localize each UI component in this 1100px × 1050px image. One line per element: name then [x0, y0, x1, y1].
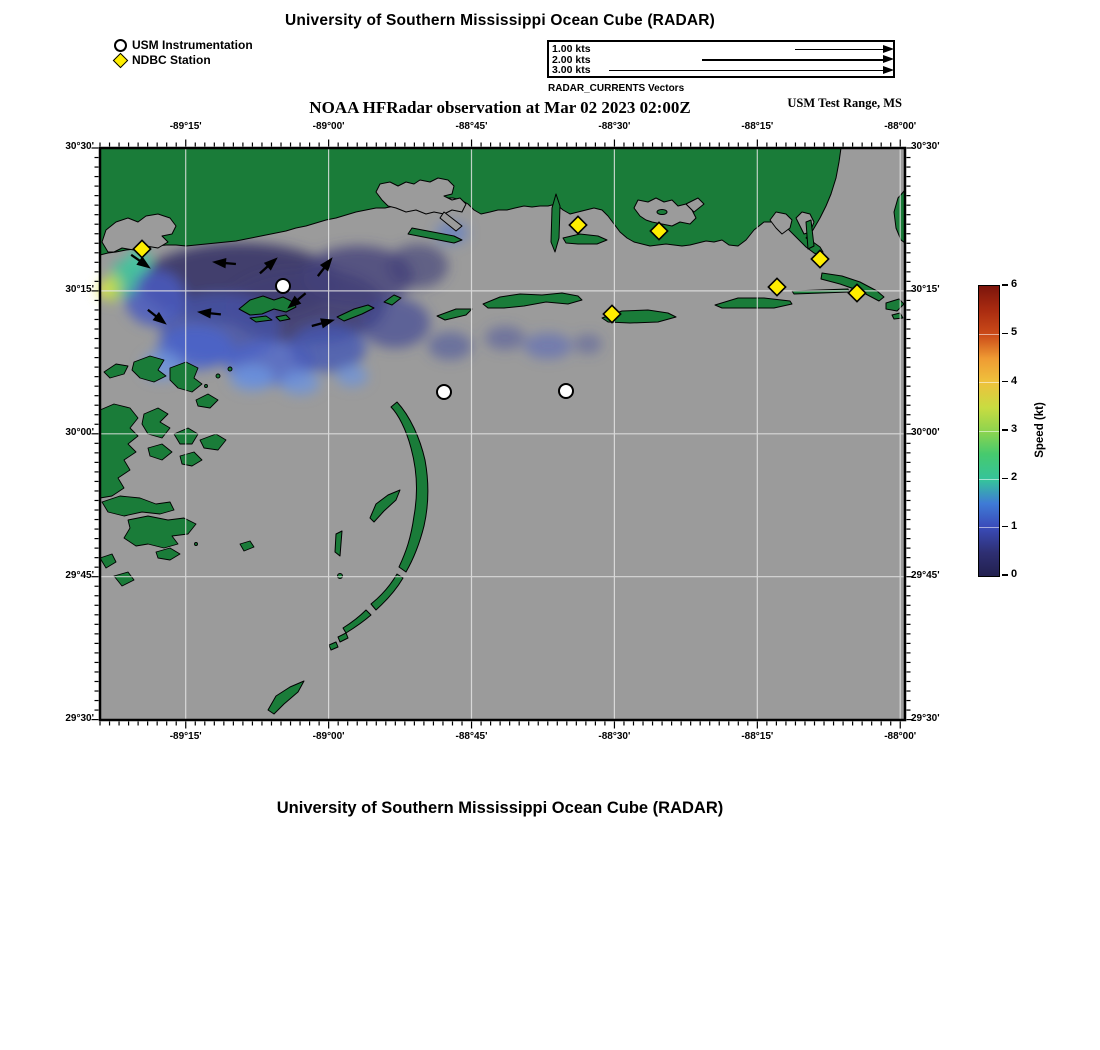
page-title: University of Southern Mississippi Ocean Cube (RADAR) — [284, 12, 716, 29]
colorbar-tick — [1002, 284, 1008, 286]
y-axis-tick-label: 30°00' — [65, 426, 94, 438]
colorbar-grid-line — [979, 527, 999, 528]
usm-station-marker[interactable] — [276, 279, 290, 293]
y-axis-tick-label: 29°30' — [911, 712, 940, 724]
map-legend — [112, 37, 253, 67]
y-axis-tick-label: 30°15' — [65, 283, 94, 295]
colorbar-tick-label: 3 — [1011, 423, 1018, 435]
legend-label: USM Instrumentation — [132, 37, 253, 52]
colorbar-tick-label: 6 — [1011, 278, 1018, 290]
colorbar-title: Speed (kt) — [1034, 402, 1046, 458]
x-axis-tick-label: -89°15' — [169, 121, 202, 132]
colorbar-tick — [1002, 381, 1008, 383]
marsh-dot — [216, 374, 220, 378]
y-axis-tick-label: 30°15' — [911, 283, 940, 295]
scale-arrow-2kt — [702, 59, 883, 61]
speed-cell — [524, 333, 572, 359]
x-axis-tick-label: -88°00' — [884, 121, 917, 132]
speed-cell — [360, 298, 430, 348]
colorbar-tick-label: 2 — [1011, 471, 1018, 484]
colorbar-tick — [1002, 429, 1008, 431]
scale-arrow-3kt — [609, 70, 883, 72]
speed-cell — [574, 334, 602, 354]
y-axis-tick-label: 30°00' — [911, 426, 940, 438]
marsh-dot — [228, 367, 232, 371]
vector-scale-box — [547, 40, 895, 78]
x-axis-tick-label: -88°45' — [455, 731, 488, 742]
legend-label: NDBC Station — [132, 52, 211, 67]
x-axis-tick-label: -89°00' — [312, 121, 345, 132]
scale-row-label: 2.00 kts — [552, 53, 591, 66]
colorbar-grid-line — [979, 334, 999, 335]
x-axis-tick-label: -88°45' — [455, 121, 488, 132]
scale-row-label: 1.00 kts — [552, 43, 591, 55]
colorbar-tick — [1002, 478, 1008, 480]
y-axis-tick-label: 29°45' — [911, 569, 940, 581]
colorbar-grid-line — [979, 382, 999, 383]
map-canvas[interactable] — [100, 148, 905, 720]
x-axis-tick-label: -89°00' — [312, 731, 345, 742]
x-axis-tick-label: -88°15' — [741, 731, 774, 742]
x-axis-tick-label: -88°30' — [598, 121, 631, 132]
colorbar — [978, 285, 1000, 577]
y-axis-tick-label: 30°30' — [911, 141, 940, 152]
page-title-bottom: University of Southern Mississippi Ocean Cube (RADAR) — [276, 799, 724, 817]
legend-item-ndbc — [112, 52, 253, 67]
speed-cell — [336, 365, 368, 387]
speed-cell — [230, 365, 274, 391]
colorbar-grid-line — [979, 479, 999, 480]
speed-cell — [388, 244, 448, 288]
vector-scale-caption: RADAR_CURRENTS Vectors — [548, 83, 685, 94]
marsh-dot — [195, 543, 198, 546]
speed-cell — [428, 332, 472, 360]
arrowhead-icon — [883, 66, 894, 74]
colorbar-tick — [1002, 574, 1008, 576]
colorbar-tick-label: 4 — [1011, 374, 1018, 387]
speed-cell — [280, 371, 320, 395]
colorbar-tick-label: 1 — [1011, 519, 1018, 532]
colorbar-tick — [1002, 526, 1008, 528]
arrowhead-icon — [883, 45, 894, 53]
bay-islet — [657, 210, 667, 215]
observation-subtitle: NOAA HFRadar observation at Mar 02 2023 02:00Z — [309, 98, 691, 117]
marsh-dot — [205, 385, 208, 388]
arrowhead-icon — [883, 55, 894, 63]
colorbar-tick-label: 5 — [1011, 326, 1018, 339]
speed-cell — [485, 326, 525, 350]
colorbar-tick-label: 0 — [1011, 568, 1018, 580]
colorbar-tick — [1002, 333, 1008, 335]
usm-station-marker[interactable] — [437, 385, 451, 399]
y-axis-tick-label: 29°45' — [65, 569, 94, 581]
x-axis-tick-label: -88°15' — [741, 121, 774, 132]
y-axis-tick-label: 30°30' — [65, 141, 94, 152]
colorbar-grid-line — [979, 431, 999, 432]
ndbc-diamond-icon — [112, 52, 128, 67]
usm-circle-icon — [112, 37, 128, 52]
scale-arrow-1kt — [795, 49, 883, 51]
x-axis-tick-label: -89°15' — [169, 731, 202, 742]
legend-item-usm — [112, 37, 253, 52]
scale-row-label: 3.00 kts — [552, 64, 591, 76]
y-axis-tick-label: 29°30' — [65, 712, 94, 724]
x-axis-tick-label: -88°30' — [598, 731, 631, 742]
island-dot — [338, 574, 343, 579]
test-range-label: USM Test Range, MS — [787, 96, 902, 110]
x-axis-tick-label: -88°00' — [884, 731, 917, 742]
usm-station-marker[interactable] — [559, 384, 573, 398]
